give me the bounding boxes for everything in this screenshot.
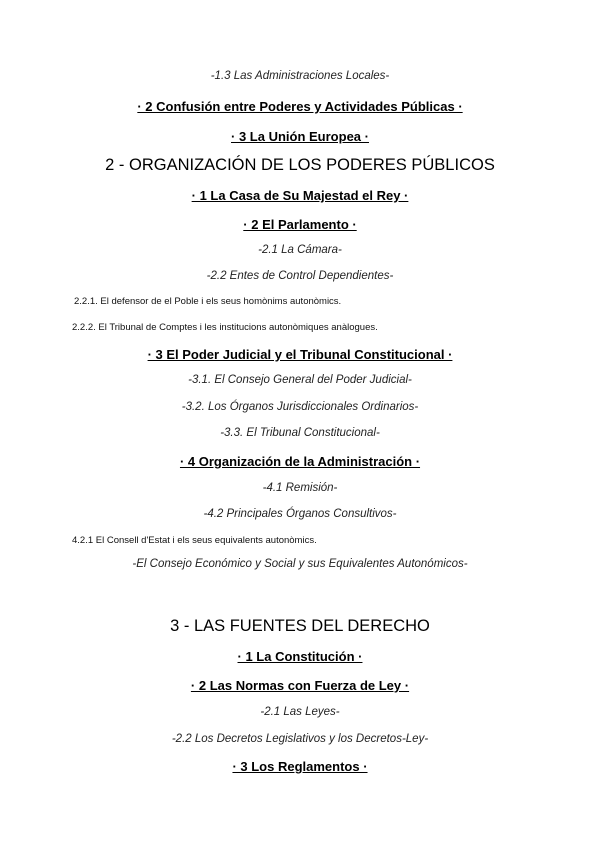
subsection-3-1: -3.1. El Consejo General del Poder Judicial- xyxy=(188,374,412,386)
section-casa-rey: · 1 La Casa de Su Majestad el Rey · xyxy=(191,188,409,203)
section-reglamentos: · 3 Los Reglamentos · xyxy=(232,759,368,774)
section-organizacion-administracion: · 4 Organización de la Administración · xyxy=(179,454,421,469)
subsection-decretos: -2.2 Los Decretos Legislativos y los Decretos-Ley- xyxy=(171,733,429,745)
chapter-3-title: 3 - LAS FUENTES DEL DERECHO xyxy=(170,617,430,635)
item-4-2-1: 4.2.1 El Consell d'Estat i els seus equivalents autonòmics. xyxy=(72,535,317,546)
subsection-leyes: -2.1 Las Leyes- xyxy=(260,706,340,718)
section-confusion-poderes: · 2 Confusión entre Poderes y Actividades Públicas · xyxy=(137,99,463,114)
section-normas-fuerza-ley: · 2 Las Normas con Fuerza de Ley · xyxy=(190,678,410,693)
subsection-1-3: -1.3 Las Administraciones Locales- xyxy=(210,70,390,82)
subsection-consejo-economico: -El Consejo Económico y Social y sus Equivalentes Autonómicos- xyxy=(132,558,468,570)
subsection-2-1: -2.1 La Cámara- xyxy=(258,244,342,256)
subsection-3-2: -3.2. Los Órganos Jurisdiccionales Ordinarios- xyxy=(181,401,419,413)
item-2-2-2: 2.2.2. El Tribunal de Comptes i les institucions autonòmiques anàlogues. xyxy=(72,322,378,333)
subsection-3-3: -3.3. El Tribunal Constitucional- xyxy=(220,427,380,439)
subsection-2-2: -2.2 Entes de Control Dependientes- xyxy=(206,270,394,282)
section-union-europea: · 3 La Unión Europea · xyxy=(231,129,369,144)
item-2-2-1: 2.2.1. El defensor de el Poble i els seus homònims autonòmics. xyxy=(74,296,342,307)
subsection-4-2: -4.2 Principales Órganos Consultivos- xyxy=(203,508,397,520)
chapter-2-title: 2 - ORGANIZACIÓN DE LOS PODERES PÚBLICOS xyxy=(105,156,495,174)
section-poder-judicial: · 3 El Poder Judicial y el Tribunal Constitucional · xyxy=(147,347,453,362)
section-constitucion: · 1 La Constitución · xyxy=(237,649,363,664)
section-parlamento: · 2 El Parlamento · xyxy=(243,217,357,232)
subsection-4-1: -4.1 Remisión- xyxy=(262,482,338,494)
